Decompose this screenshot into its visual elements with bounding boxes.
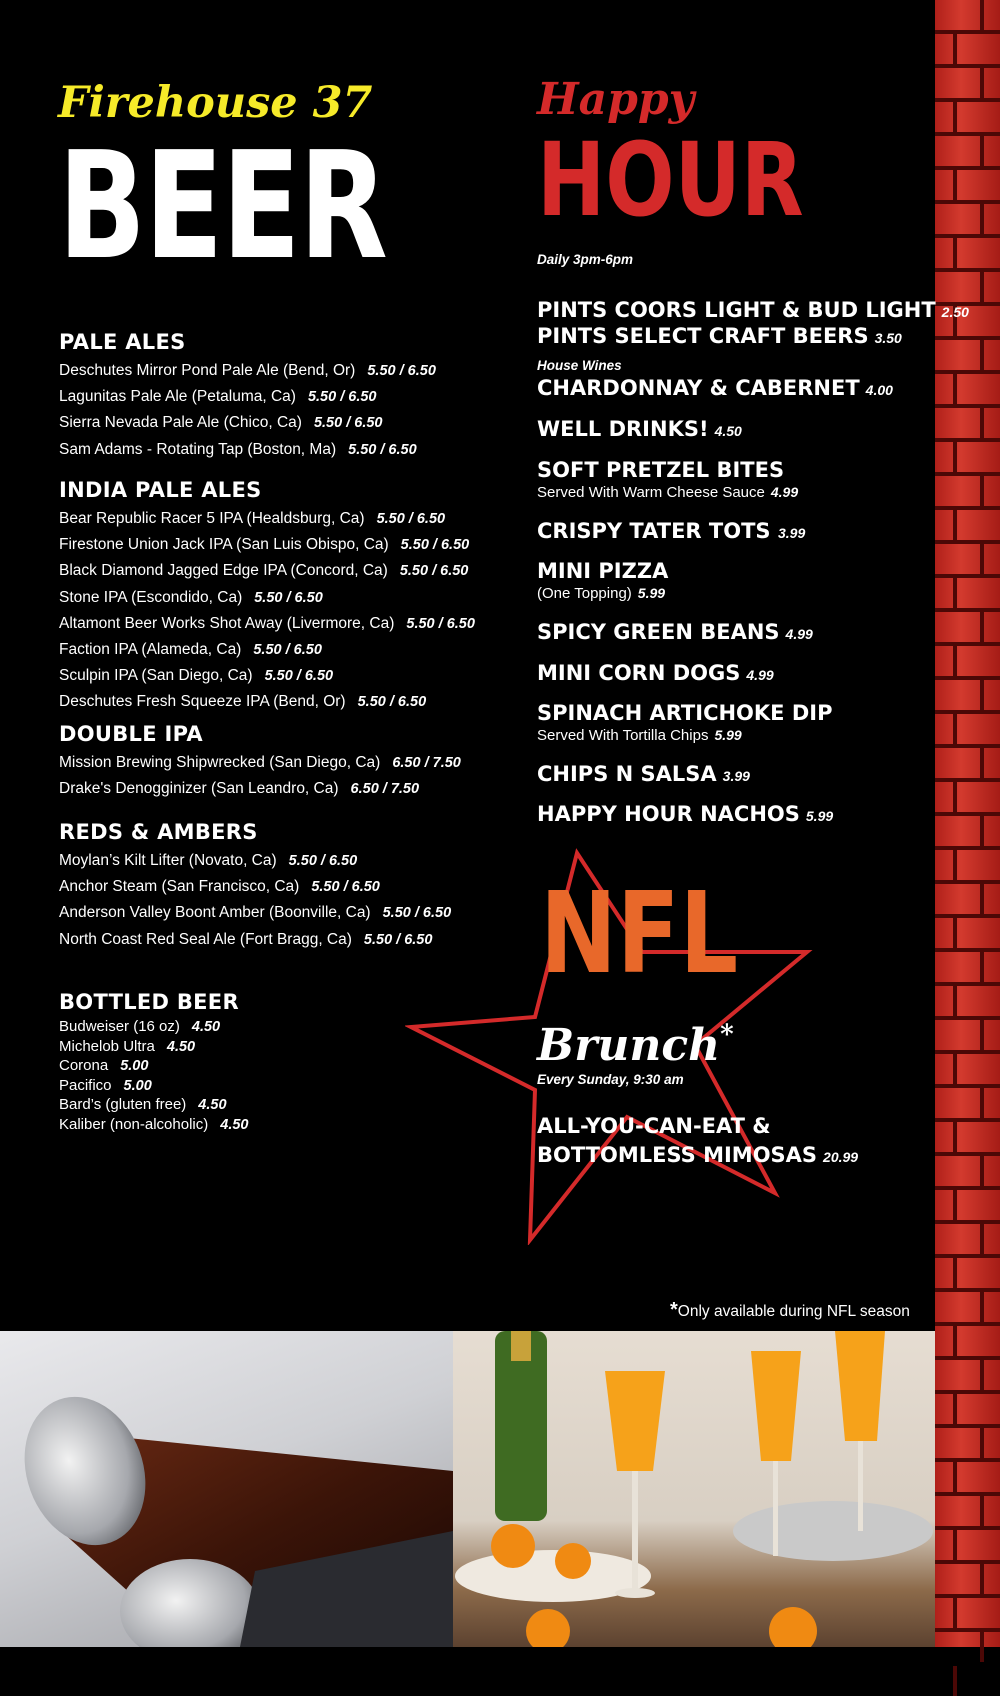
beer-price: 5.50 / 6.50 bbox=[313, 415, 383, 432]
brick-joint bbox=[980, 1428, 984, 1458]
beer-item bbox=[59, 414, 382, 432]
beer-name: Moylan’s Kilt Lifter (Novato, Ca) bbox=[59, 852, 277, 869]
beer-item bbox=[59, 754, 461, 772]
beer-item bbox=[59, 589, 323, 607]
bottled-name: Kaliber (non-alcoholic) bbox=[59, 1116, 209, 1133]
section-title: REDS & AMBERS bbox=[59, 820, 258, 844]
brick-joint bbox=[953, 850, 957, 880]
brunch-asterisk: * bbox=[720, 1020, 734, 1050]
hh-item-price: 3.99 bbox=[778, 525, 806, 541]
hh-item bbox=[537, 519, 771, 543]
beer-item bbox=[59, 536, 469, 554]
brick-joint bbox=[953, 782, 957, 812]
brunch-script bbox=[537, 1020, 734, 1071]
brick-joint bbox=[980, 952, 984, 982]
brick-joint bbox=[953, 1530, 957, 1560]
brick-joint bbox=[980, 680, 984, 710]
beer-name: Mission Brewing Shipwrecked (San Diego, Ca) bbox=[59, 754, 381, 771]
brick-joint bbox=[953, 1054, 957, 1084]
hh-item bbox=[537, 376, 893, 400]
brick-joint bbox=[953, 1462, 957, 1492]
hh-item-price: 4.50 bbox=[714, 423, 742, 439]
hh-item-name: MINI PIZZA bbox=[537, 559, 669, 583]
brick-joint bbox=[953, 1598, 957, 1628]
brick-joint bbox=[953, 578, 957, 608]
section-title: INDIA PALE ALES bbox=[59, 478, 262, 502]
section-title: DOUBLE IPA bbox=[59, 722, 203, 746]
hh-item-name: CRISPY TATER TOTS bbox=[537, 519, 771, 543]
brick-joint bbox=[980, 476, 984, 506]
beer-name: Anchor Steam (San Francisco, Ca) bbox=[59, 878, 300, 896]
hh-item-sub bbox=[537, 484, 798, 502]
brick-joint bbox=[953, 918, 957, 948]
bottled-item bbox=[59, 1116, 248, 1133]
bottled-price: 4.50 bbox=[191, 1019, 221, 1035]
hh-item-desc: (One Topping) bbox=[537, 585, 632, 602]
brick-joint bbox=[980, 1496, 984, 1526]
brick-joint bbox=[953, 986, 957, 1016]
bottled-name: Bard’s (gluten free) bbox=[59, 1096, 187, 1114]
beer-item bbox=[59, 693, 426, 711]
beer-item bbox=[59, 641, 322, 659]
brick-joint bbox=[953, 442, 957, 472]
beer-name: Faction IPA (Alameda, Ca) bbox=[59, 641, 242, 658]
brick-wall bbox=[935, 0, 1000, 1647]
nfl-deal-price: 20.99 bbox=[823, 1149, 859, 1165]
beer-name: Stone IPA (Escondido, Ca) bbox=[59, 588, 243, 606]
bottled-name: Pacifico bbox=[59, 1076, 112, 1094]
hh-item-price: 3.99 bbox=[722, 768, 750, 784]
brick-joint bbox=[980, 1292, 984, 1322]
hh-item-name: SPICY GREEN BEANS bbox=[537, 620, 780, 644]
hh-item-sub bbox=[537, 585, 665, 603]
footnote bbox=[670, 1299, 910, 1322]
beer-name: Lagunitas Pale Ale (Petaluma, Ca) bbox=[59, 388, 296, 406]
section-title: PALE ALES bbox=[59, 330, 186, 354]
hh-item-price: 5.99 bbox=[805, 808, 834, 824]
beer-price: 5.50 / 6.50 bbox=[382, 905, 452, 922]
hh-item bbox=[537, 559, 668, 583]
brick-joint bbox=[980, 1224, 984, 1254]
beer-name: North Coast Red Seal Ale (Fort Bragg, Ca) bbox=[59, 930, 352, 948]
beer-item bbox=[59, 562, 468, 580]
hh-item-price: 4.99 bbox=[746, 667, 774, 683]
beer-name: Black Diamond Jagged Edge IPA (Concord, Ca) bbox=[59, 562, 388, 580]
hh-item bbox=[537, 701, 832, 725]
beer-price: 5.50 / 6.50 bbox=[253, 642, 322, 658]
bottled-item bbox=[59, 1057, 148, 1074]
beer-item bbox=[59, 780, 419, 798]
hh-item bbox=[537, 458, 784, 482]
beer-item bbox=[59, 931, 432, 949]
nfl-deal-text: BOTTOMLESS MIMOSAS bbox=[537, 1143, 818, 1167]
beer-price: 5.50 / 6.50 bbox=[399, 563, 469, 580]
happy-script: Happy bbox=[537, 74, 695, 125]
section-title: BOTTLED BEER bbox=[59, 990, 239, 1014]
mimosa-glass-icon bbox=[453, 1331, 935, 1647]
beer-price: 5.50 / 6.50 bbox=[307, 389, 377, 406]
beer-item bbox=[59, 878, 380, 896]
nfl-deal-text: ALL-YOU-CAN-EAT & bbox=[537, 1114, 771, 1138]
hh-item-price: 5.99 bbox=[714, 727, 742, 743]
brick-joint bbox=[953, 1190, 957, 1220]
hh-item bbox=[537, 620, 813, 644]
hh-item-price-right bbox=[772, 525, 805, 543]
beer-price: 5.50 / 6.50 bbox=[376, 511, 446, 527]
hh-item-price: 3.50 bbox=[874, 330, 902, 346]
bottled-name: Michelob Ultra bbox=[59, 1037, 155, 1055]
brick-joint bbox=[953, 34, 957, 64]
beer-price: 5.50 / 6.50 bbox=[254, 589, 323, 606]
bottled-price: 4.50 bbox=[220, 1117, 249, 1133]
hh-item-name: WELL DRINKS! bbox=[537, 417, 709, 441]
brick-joint bbox=[953, 1326, 957, 1356]
beer-item bbox=[59, 904, 451, 922]
brick-joint bbox=[980, 748, 984, 778]
bottled-name: Budweiser (16 oz) bbox=[59, 1018, 180, 1035]
nfl-brunch-time: Every Sunday, 9:30 am bbox=[537, 1072, 684, 1087]
brick-joint bbox=[953, 1122, 957, 1152]
beer-name: Altamont Beer Works Shot Away (Livermore, Ca) bbox=[59, 614, 395, 632]
brick-joint bbox=[953, 1666, 957, 1696]
brick-joint bbox=[953, 646, 957, 676]
brick-joint bbox=[980, 272, 984, 302]
hh-item-name: CHIPS N SALSA bbox=[537, 762, 717, 786]
brick-joint bbox=[953, 1258, 957, 1288]
hh-item-name: HAPPY HOUR NACHOS bbox=[537, 802, 800, 826]
brick-joint bbox=[980, 1564, 984, 1594]
beer-price: 5.50 / 6.50 bbox=[357, 694, 427, 711]
beer-price: 5.50 / 6.50 bbox=[367, 363, 436, 379]
beer-price: 5.50 / 6.50 bbox=[406, 615, 475, 632]
brick-joint bbox=[953, 102, 957, 132]
bottled-price: 4.50 bbox=[198, 1097, 227, 1114]
brick-joint bbox=[953, 374, 957, 404]
beer-price: 5.50 / 6.50 bbox=[288, 853, 358, 869]
brick-joint bbox=[980, 1088, 984, 1118]
brick-joint bbox=[980, 884, 984, 914]
brick-joint bbox=[980, 0, 984, 30]
hh-item-price: 2.50 bbox=[941, 304, 969, 320]
footnote-mark: * bbox=[670, 1299, 678, 1321]
brick-joint bbox=[980, 408, 984, 438]
brick-joint bbox=[980, 340, 984, 370]
nfl-title: NFL bbox=[540, 869, 739, 999]
brick-joint bbox=[980, 1156, 984, 1186]
bottled-price: 4.50 bbox=[166, 1038, 196, 1055]
hh-item bbox=[537, 762, 750, 786]
beer-name: Sierra Nevada Pale Ale (Chico, Ca) bbox=[59, 414, 302, 432]
bottled-price: 5.00 bbox=[123, 1077, 152, 1094]
bottled-item bbox=[59, 1038, 195, 1055]
bottled-item bbox=[59, 1096, 227, 1113]
brick-joint bbox=[953, 1394, 957, 1424]
beer-name: Drake's Denogginizer (San Leandro, Ca) bbox=[59, 780, 339, 798]
brick-joint bbox=[953, 510, 957, 540]
hh-item bbox=[537, 324, 902, 348]
footnote-text: Only available during NFL season bbox=[677, 1303, 910, 1320]
hh-item bbox=[537, 298, 969, 322]
hh-item-name: PINTS COORS LIGHT & BUD LIGHT bbox=[537, 298, 936, 322]
beer-name: Sam Adams - Rotating Tap (Boston, Ma) bbox=[59, 440, 337, 458]
nfl-deal-line-2 bbox=[537, 1143, 858, 1167]
hh-item-price: 5.99 bbox=[637, 585, 666, 601]
brick-joint bbox=[980, 816, 984, 846]
brick-joint bbox=[980, 1632, 984, 1662]
hh-item bbox=[537, 661, 774, 685]
hh-item-name: PINTS SELECT CRAFT BEERS bbox=[537, 324, 869, 348]
hh-item-sub bbox=[537, 727, 742, 745]
hh-item-name: SPINACH ARTICHOKE DIP bbox=[537, 701, 833, 725]
hh-item-desc: Served With Tortilla Chips bbox=[537, 727, 709, 744]
beer-name: Bear Republic Racer 5 IPA (Healdsburg, Ca) bbox=[59, 510, 365, 527]
nfl-deal-line-1 bbox=[537, 1114, 771, 1138]
beer-price: 5.50 / 6.50 bbox=[264, 668, 334, 685]
happy-hour-times: Daily 3pm-6pm bbox=[537, 252, 634, 267]
hh-item-price: 4.99 bbox=[785, 626, 813, 642]
beer-name: Deschutes Mirror Pond Pale Ale (Bend, Or) bbox=[59, 362, 356, 379]
beer-price: 6.50 / 7.50 bbox=[392, 755, 461, 771]
beer-item bbox=[59, 852, 357, 870]
beer-name: Deschutes Fresh Squeeze IPA (Bend, Or) bbox=[59, 693, 346, 711]
beer-item bbox=[59, 362, 436, 380]
hh-item bbox=[537, 417, 742, 441]
beer-bottle-icon bbox=[0, 1331, 453, 1647]
brick-joint bbox=[953, 170, 957, 200]
beer-price: 6.50 / 7.50 bbox=[350, 781, 420, 798]
hh-item-name: MINI CORN DOGS bbox=[537, 661, 741, 685]
hh-item-desc: Served With Warm Cheese Sauce bbox=[537, 484, 765, 501]
beer-name: Sculpin IPA (San Diego, Ca) bbox=[59, 667, 253, 685]
brick-joint bbox=[953, 714, 957, 744]
beer-item bbox=[59, 667, 333, 685]
brunch-text: Brunch bbox=[537, 1020, 721, 1071]
beer-name: Anderson Valley Boont Amber (Boonville, Ca) bbox=[59, 904, 371, 922]
beer-item bbox=[59, 510, 445, 528]
mimosa-photo bbox=[453, 1331, 935, 1647]
brick-joint bbox=[980, 1020, 984, 1050]
beer-title: BEER bbox=[58, 120, 387, 292]
beer-item bbox=[59, 615, 475, 633]
house-wines-label: House Wines bbox=[537, 358, 622, 373]
hour-title: HOUR bbox=[537, 121, 804, 240]
brick-joint bbox=[980, 544, 984, 574]
brick-joint bbox=[980, 204, 984, 234]
brick-joint bbox=[980, 136, 984, 166]
beer-price: 5.50 / 6.50 bbox=[400, 537, 470, 554]
brick-joint bbox=[953, 238, 957, 268]
beer-name: Firestone Union Jack IPA (San Luis Obispo, Ca) bbox=[59, 536, 389, 554]
brick-joint bbox=[980, 1360, 984, 1390]
brand-name: Firehouse 37 bbox=[58, 78, 373, 128]
beer-bottles-photo bbox=[0, 1331, 453, 1647]
bottled-price: 5.00 bbox=[120, 1058, 149, 1075]
brick-joint bbox=[980, 612, 984, 642]
beer-price: 5.50 / 6.50 bbox=[363, 931, 433, 948]
brick-joint bbox=[980, 68, 984, 98]
hh-item-name: SOFT PRETZEL BITES bbox=[537, 458, 785, 482]
hh-item-price: 4.00 bbox=[865, 382, 893, 398]
hh-item-price: 4.99 bbox=[770, 484, 799, 500]
beer-price: 5.50 / 6.50 bbox=[348, 441, 417, 458]
hh-item-name: CHARDONNAY & CABERNET bbox=[537, 376, 860, 400]
hh-item bbox=[537, 802, 833, 826]
bottled-item bbox=[59, 1018, 220, 1035]
bottled-name: Corona bbox=[59, 1057, 109, 1075]
beer-item bbox=[59, 388, 376, 406]
beer-item bbox=[59, 441, 417, 459]
beer-price: 5.50 / 6.50 bbox=[311, 879, 380, 896]
bottled-item bbox=[59, 1077, 152, 1094]
